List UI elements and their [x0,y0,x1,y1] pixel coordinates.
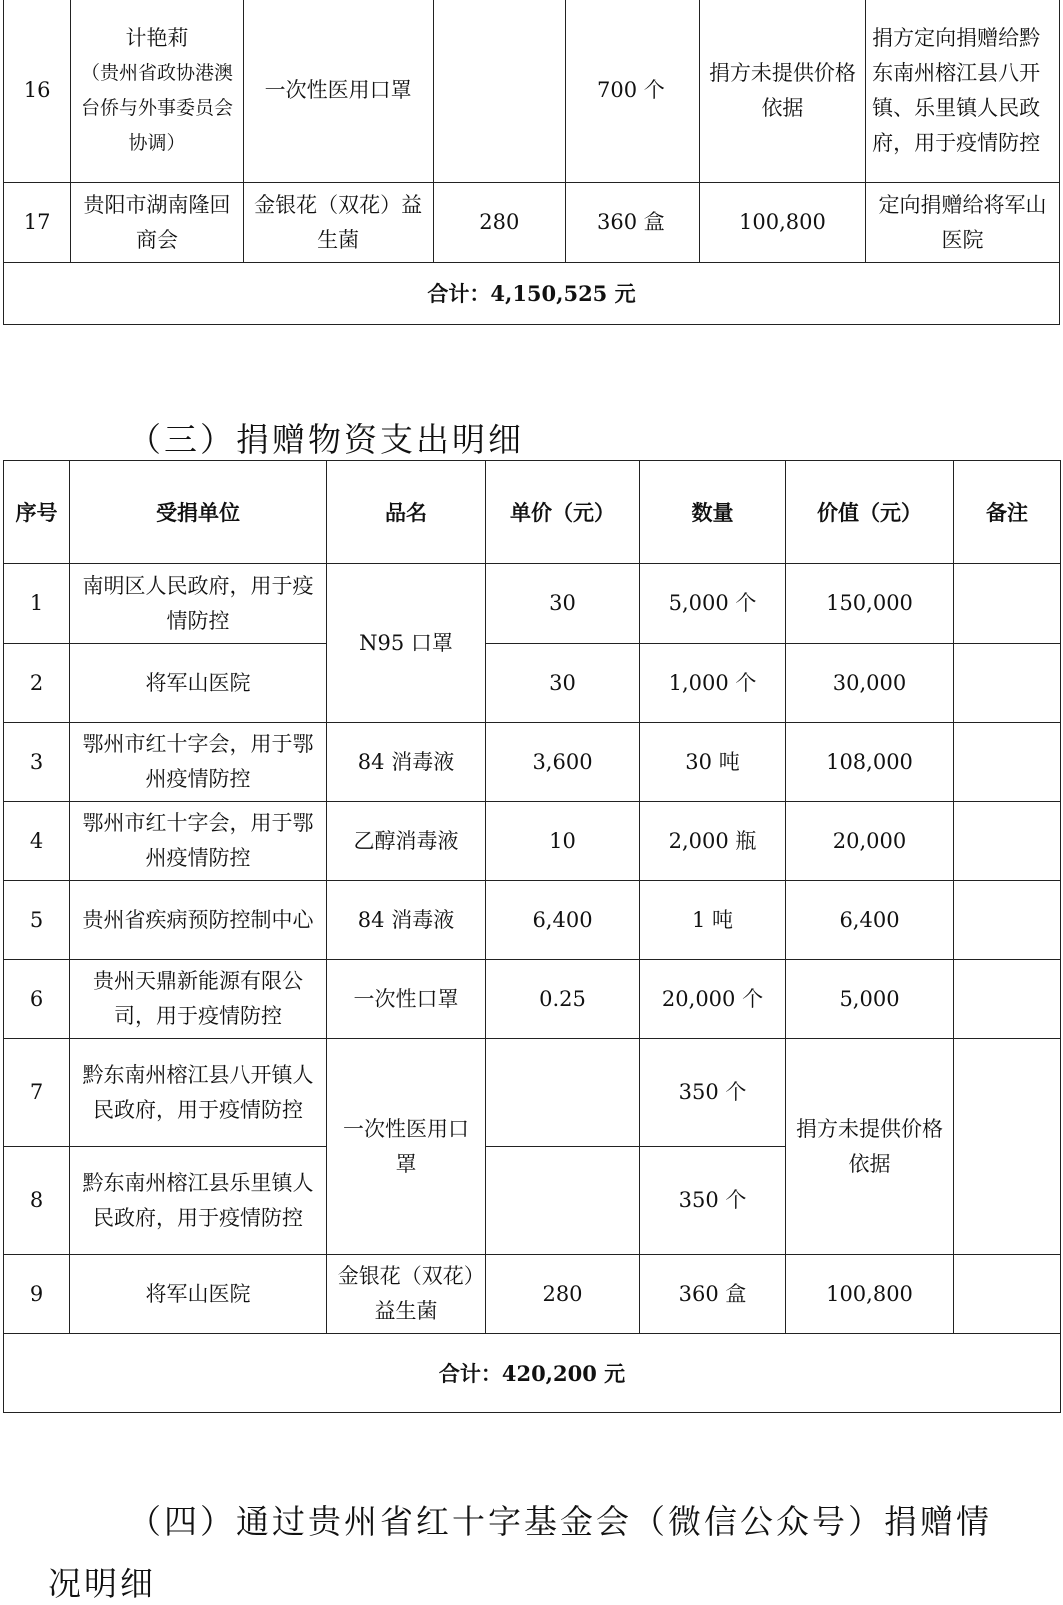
table-row [4,0,1060,183]
recipient: 将军山医院 [70,1255,327,1334]
total-amount: 合计：4,150,525 元 [4,263,1060,325]
quantity: 30 吨 [640,723,786,802]
recipient: 南明区人民政府，用于疫情防控 [70,564,327,644]
item-name: 金银花（双花）益生菌 [243,183,433,263]
row-no: 3 [4,723,70,802]
quantity: 350 个 [640,1147,786,1255]
row-no: 8 [4,1147,70,1255]
header-recipient: 受捐单位 [70,461,327,564]
header-price: 单价（元） [486,461,640,564]
recipient: 鄂州市红十字会，用于鄂州疫情防控 [70,723,327,802]
row-no: 4 [4,802,70,881]
header-item: 品名 [327,461,486,564]
item-name: 乙醇消毒液 [327,802,486,881]
quantity: 5,000 个 [640,564,786,644]
value: 100,800 [786,1255,954,1334]
value: 捐方未提供价格依据 [699,0,865,183]
item-name: 84 消毒液 [327,723,486,802]
row-no: 1 [4,564,70,644]
row-no: 5 [4,881,70,960]
header-row [4,461,1061,564]
remark [954,1255,1061,1334]
quantity: 1,000 个 [640,644,786,723]
unit-price: 280 [486,1255,640,1334]
row-no: 17 [4,183,71,263]
donor-cell [71,0,243,183]
item-name: 84 消毒液 [327,881,486,960]
unit-price [433,0,566,183]
quantity: 360 盒 [566,183,700,263]
row-no: 6 [4,960,70,1039]
header-value: 价值（元） [786,461,954,564]
section-title: （三）捐赠物资支出明细 [128,420,524,459]
table-row [4,960,1061,1039]
remark [954,564,1061,644]
donation-received-table [3,0,1060,325]
value: 5,000 [786,960,954,1039]
header-no: 序号 [4,461,70,564]
table-row [4,1255,1061,1334]
value: 108,000 [786,723,954,802]
recipient: 贵州天鼎新能源有限公司，用于疫情防控 [70,960,327,1039]
quantity: 20,000 个 [640,960,786,1039]
value: 100,800 [699,183,865,263]
donation-expenditure-table [3,460,1061,1413]
row-no: 16 [4,0,71,183]
unit-price [486,1147,640,1255]
recipient: 鄂州市红十字会，用于鄂州疫情防控 [70,802,327,881]
value: 6,400 [786,881,954,960]
value: 20,000 [786,802,954,881]
remark: 定向捐赠给将军山医院 [866,183,1060,263]
quantity: 1 吨 [640,881,786,960]
table-row [4,802,1061,881]
total-row [4,1334,1061,1413]
item-name: 一次性口罩 [327,960,486,1039]
row-no: 2 [4,644,70,723]
unit-price: 30 [486,644,640,723]
quantity: 2,000 瓶 [640,802,786,881]
remark [954,723,1061,802]
remark [954,1039,1061,1255]
value: 150,000 [786,564,954,644]
table-row [4,183,1060,263]
value: 30,000 [786,644,954,723]
quantity: 700 个 [566,0,700,183]
unit-price: 3,600 [486,723,640,802]
table-row [4,881,1061,960]
header-remark: 备注 [954,461,1061,564]
value: 捐方未提供价格依据 [786,1039,954,1255]
quantity: 350 个 [640,1039,786,1147]
recipient: 黔东南州榕江县八开镇人民政府，用于疫情防控 [70,1039,327,1147]
remark [954,644,1061,723]
remark [954,802,1061,881]
donor-name: 贵阳市湖南隆回商会 [71,183,243,263]
item-name: 金银花（双花）益生菌 [327,1255,486,1334]
remark: 捐方定向捐赠给黔东南州榕江县八开镇、乐里镇人民政府，用于疫情防控 [866,0,1060,183]
recipient: 贵州省疾病预防控制中心 [70,881,327,960]
item-name: 一次性医用口罩 [243,0,433,183]
table-row [4,1039,1061,1147]
item-name: 一次性医用口罩 [327,1039,486,1255]
unit-price: 10 [486,802,640,881]
row-no: 7 [4,1039,70,1147]
unit-price [486,1039,640,1147]
donor-note: （贵州省政协港澳台侨与外事委员会协调） [81,61,234,154]
remark [954,960,1061,1039]
total-amount: 合计：420,200 元 [4,1334,1061,1413]
section-title-continued: 况明细 [48,1564,156,1603]
table-row [4,564,1061,644]
unit-price: 30 [486,564,640,644]
table-row [4,723,1061,802]
item-name: N95 口罩 [327,564,486,723]
recipient: 黔东南州榕江县乐里镇人民政府，用于疫情防控 [70,1147,327,1255]
recipient: 将军山医院 [70,644,327,723]
unit-price: 6,400 [486,881,640,960]
unit-price: 280 [433,183,566,263]
remark [954,881,1061,960]
quantity: 360 盒 [640,1255,786,1334]
section-title: （四）通过贵州省红十字基金会（微信公众号）捐赠情 [128,1502,992,1541]
unit-price: 0.25 [486,960,640,1039]
row-no: 9 [4,1255,70,1334]
table-row [4,644,1061,723]
header-qty: 数量 [640,461,786,564]
total-row [4,263,1060,325]
donor-name: 计艳莉 [125,25,189,50]
